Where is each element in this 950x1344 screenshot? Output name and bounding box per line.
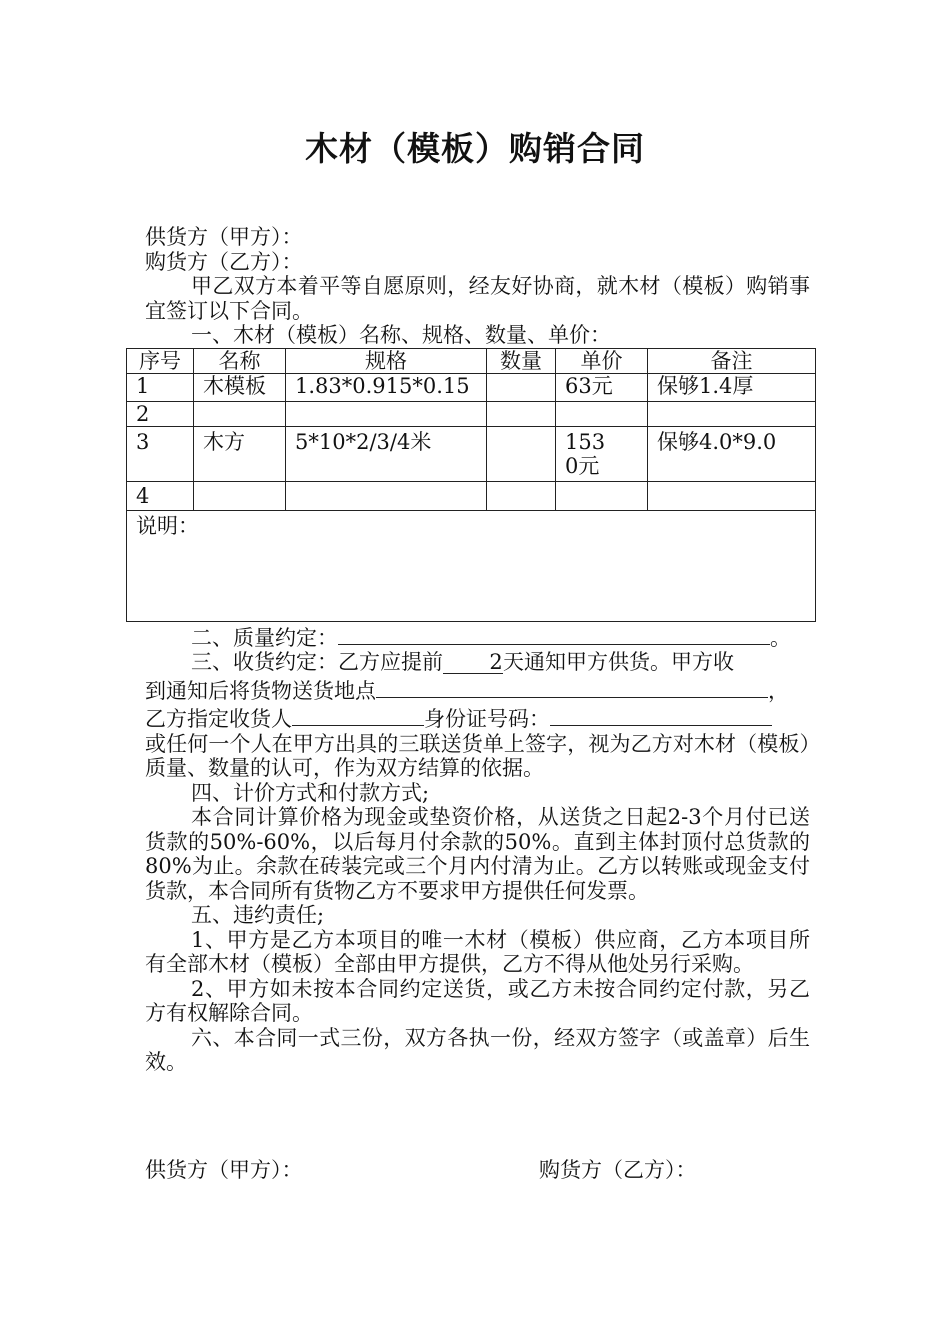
goods-table <box>126 348 816 622</box>
header-cell: 序号 <box>127 348 194 373</box>
buyer-signature-label: 购货方（乙方）： <box>539 1158 697 1182</box>
header-cell: 规格 <box>286 348 487 373</box>
table-cell <box>194 401 286 426</box>
section-3-text: ， <box>768 678 789 703</box>
table-cell: 63元 <box>556 373 648 401</box>
quality-blank <box>338 622 770 645</box>
table-cell: 3 <box>127 426 194 481</box>
buyer-line: 购货方（乙方）： <box>145 249 303 274</box>
table-row <box>127 426 816 481</box>
table-cell <box>194 481 286 510</box>
intro-paragraph: 甲乙双方本着平等自愿原则，经友好协商，就木材（模板）购销事宜签订以下合同。 <box>145 274 810 323</box>
section-2-end: 。 <box>770 625 791 650</box>
table-cell <box>487 401 556 426</box>
section-2 <box>145 622 810 651</box>
table-cell: 木模板 <box>194 373 286 401</box>
table-cell: 4 <box>127 481 194 510</box>
table-cell: 木方 <box>194 426 286 481</box>
table-note-row <box>127 510 816 621</box>
table-cell <box>556 401 648 426</box>
table-cell: 5*10*2/3/4米 <box>286 426 487 481</box>
table-cell <box>286 481 487 510</box>
contract-body <box>136 225 810 1075</box>
table-cell <box>556 481 648 510</box>
table-cell <box>648 481 816 510</box>
section-5-item-1: 1、甲方是乙方本项目的唯一木材（模板）供应商，乙方本项目所有全部木材（模板）全部由甲方提供，乙方不得从他处另行采购。 <box>145 927 810 976</box>
table-row <box>127 401 816 426</box>
id-number-blank <box>550 703 772 726</box>
header-cell: 数量 <box>487 348 556 373</box>
table-cell: 1 <box>127 373 194 401</box>
section-4-body: 本合同计算价格为现金或垫资价格，从送货之日起2-3个月付已送货款的50%-60%，以后每月付余款的50%。直到主体封顶付总货款的80%为止。余款在砖装完或三个月内付清为止。乙方以转账或现金支付货款，本合同所有货物乙方不要求甲方提供任何发票。 <box>145 805 810 903</box>
section-6: 六、本合同一式三份，双方各执一份，经双方签字（或盖章）后生效。 <box>145 1025 810 1074</box>
section-3-text: 天通知甲方供货。甲方收 <box>503 650 734 674</box>
section-3-line-2 <box>145 675 810 704</box>
section-3-text: 到通知后将货物送货地点 <box>145 678 376 703</box>
section-3-line-1 <box>145 650 810 675</box>
section-3-text: 三、收货约定：乙方应提前 <box>191 650 443 674</box>
supplier-line: 供货方（甲方）： <box>145 225 303 249</box>
table-note: 说明： <box>127 510 816 621</box>
table-cell <box>487 481 556 510</box>
table-cell: 保够4.0*9.0 <box>648 426 816 481</box>
table-cell <box>286 401 487 426</box>
section-5-heading: 五、违约责任; <box>191 903 325 927</box>
document-title: 木材（模板）购销合同 <box>305 129 645 168</box>
header-cell: 单价 <box>556 348 648 373</box>
section-3-text: 乙方指定收货人 <box>145 707 292 731</box>
header-cell: 备注 <box>648 348 816 373</box>
table-cell: 保够1.4厚 <box>648 373 816 401</box>
table-row <box>127 481 816 510</box>
section-4-heading: 四、计价方式和付款方式; <box>191 780 430 805</box>
section-2-label: 二、质量约定： <box>191 625 338 650</box>
delivery-address-blank <box>376 675 768 698</box>
table-cell <box>487 426 556 481</box>
receiver-name-blank <box>292 703 424 726</box>
supplier-signature-label: 供货方（甲方）： <box>145 1158 303 1182</box>
notice-days-value: 2 <box>443 651 503 674</box>
section-1-heading: 一、木材（模板）名称、规格、数量、单价： <box>191 323 611 347</box>
table-cell: 1.83*0.915*0.15 <box>286 373 487 401</box>
section-3-line-3 <box>145 703 810 732</box>
section-3-rest: 或任何一个人在甲方出具的三联送货单上签字，视为乙方对木材（模板）质量、数量的认可，作为双方结算的依据。 <box>145 731 810 780</box>
section-5-item-2: 2、甲方如未按本合同约定送货，或乙方未按合同约定付款，另乙方有权解除合同。 <box>145 976 810 1025</box>
table-cell <box>487 373 556 401</box>
table-header-row <box>127 348 816 373</box>
header-cell: 名称 <box>194 348 286 373</box>
table-cell: 2 <box>127 401 194 426</box>
table-cell <box>648 401 816 426</box>
table-row <box>127 373 816 401</box>
section-3-text: 身份证号码： <box>424 707 550 731</box>
table-cell: 1530元 <box>556 426 648 481</box>
